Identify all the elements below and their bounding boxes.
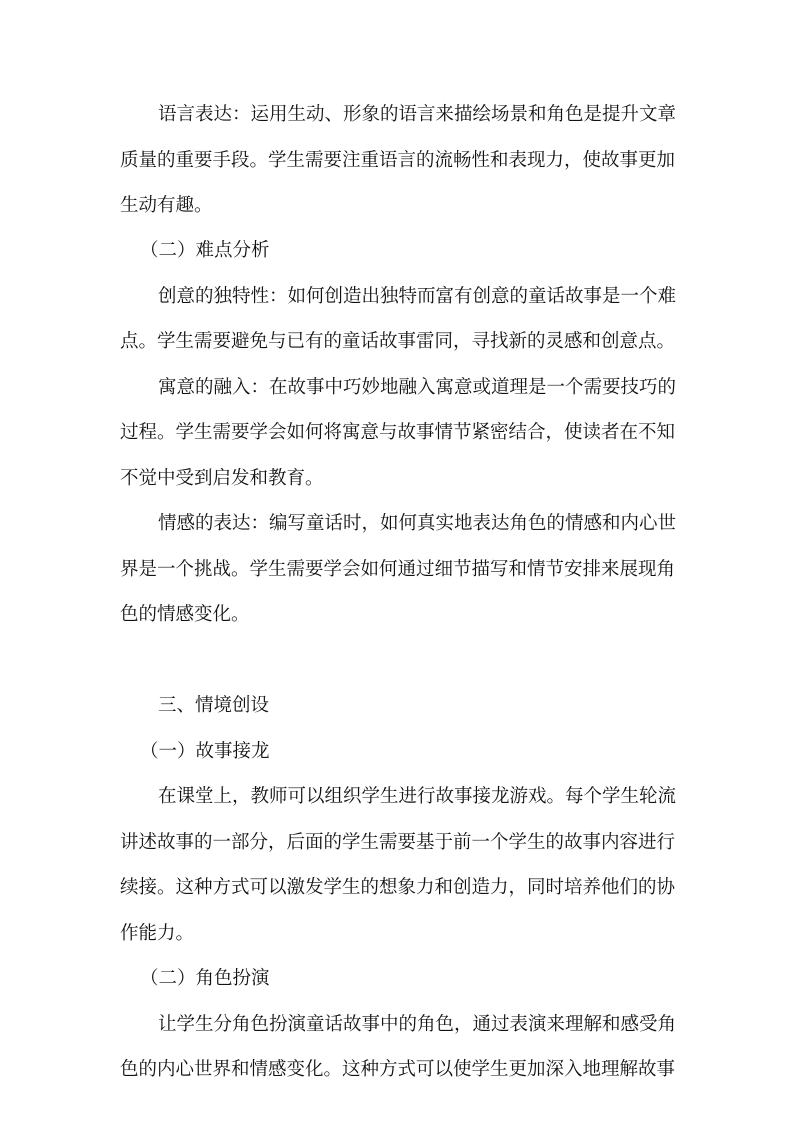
paragraph-emotion-line-3: 色的情感变化。: [120, 604, 250, 625]
paragraph-creativity-line-1: 创意的独特性：如何创造出独特而富有创意的童话故事是一个难: [158, 286, 677, 307]
paragraph-language-line-3: 生动有趣。: [120, 195, 213, 216]
paragraph-creativity-line-2: 点。学生需要避免与已有的童话故事雷同，寻找新的灵感和创意点。: [120, 331, 676, 352]
section-heading-scenario: 三、情境创设: [158, 695, 270, 716]
paragraph-emotion-line-2: 界是一个挑战。学生需要学会如何通过细节描写和情节安排来展现角: [120, 559, 676, 580]
paragraph-moral-line-3: 不觉中受到启发和教育。: [120, 468, 324, 489]
paragraph-roleplay-line-2: 色的内心世界和情感变化。这种方式可以使学生更加深入地理解故事: [120, 1059, 676, 1080]
subheading-difficulty-analysis: （二）难点分析: [140, 240, 270, 261]
subheading-story-relay: （一）故事接龙: [140, 741, 270, 762]
paragraph-language-line-1: 语言表达：运用生动、形象的语言来描绘场景和角色是提升文章: [158, 104, 677, 125]
paragraph-emotion-line-1: 情感的表达：编写童话时，如何真实地表达角色的情感和内心世: [158, 513, 677, 534]
paragraph-roleplay-line-1: 让学生分角色扮演童话故事中的角色，通过表演来理解和感受角: [158, 1014, 677, 1035]
paragraph-relay-line-3: 续接。这种方式可以激发学生的想象力和创造力，同时培养他们的协: [120, 877, 676, 898]
paragraph-language-line-2: 质量的重要手段。学生需要注重语言的流畅性和表现力，使故事更加: [120, 150, 676, 171]
paragraph-relay-line-1: 在课堂上，教师可以组织学生进行故事接龙游戏。每个学生轮流: [158, 786, 677, 807]
paragraph-relay-line-4: 作能力。: [120, 923, 195, 944]
subheading-role-play: （二）角色扮演: [140, 968, 270, 989]
paragraph-relay-line-2: 讲述故事的一部分，后面的学生需要基于前一个学生的故事内容进行: [120, 832, 676, 853]
paragraph-moral-line-2: 过程。学生需要学会如何将寓意与故事情节紧密结合，使读者在不知: [120, 422, 676, 443]
paragraph-moral-line-1: 寓意的融入：在故事中巧妙地融入寓意或道理是一个需要技巧的: [158, 377, 677, 398]
